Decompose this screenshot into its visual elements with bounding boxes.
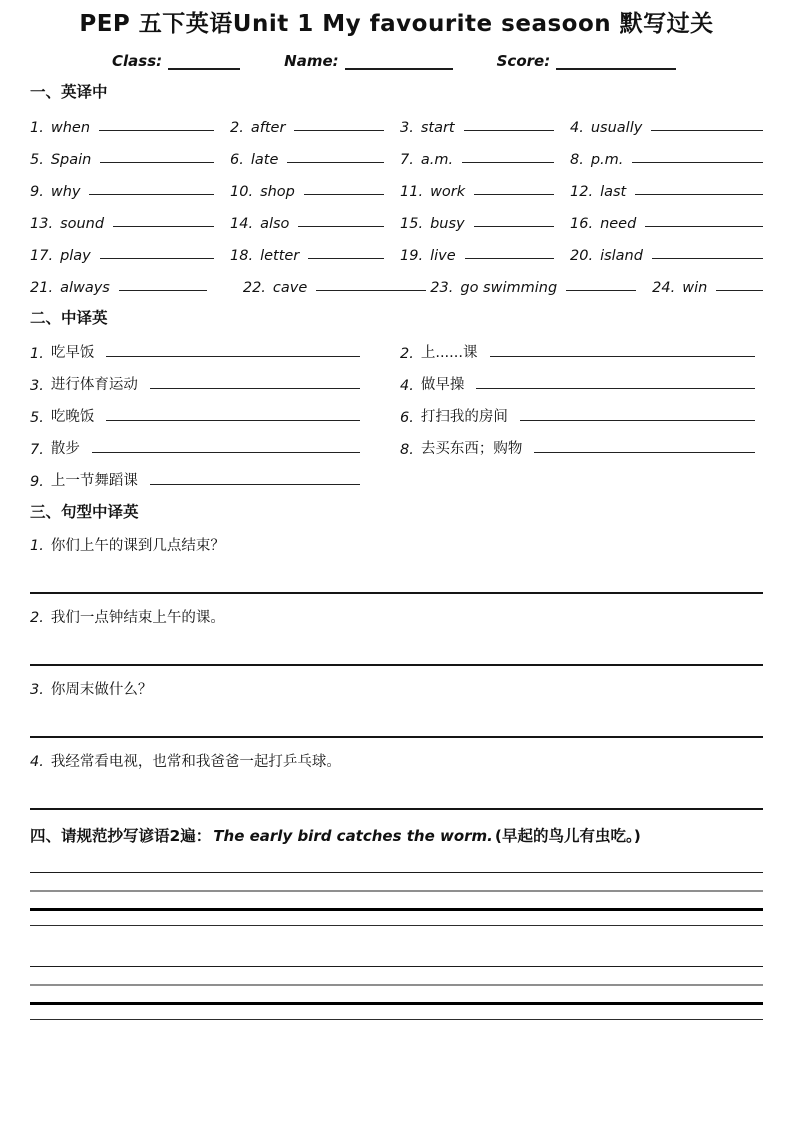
stave-line-upper-mid <box>30 890 763 892</box>
word-label: usually <box>590 119 643 136</box>
word-item <box>570 136 763 168</box>
item-number: 23. <box>430 279 454 296</box>
answer-line <box>30 590 763 594</box>
word-item <box>570 168 763 200</box>
answer-blank <box>645 224 763 227</box>
phrase-item <box>30 362 400 394</box>
word-label: island <box>600 247 643 264</box>
word-label: last <box>600 183 627 200</box>
word-label: cave <box>272 279 308 296</box>
answer-blank <box>308 256 384 259</box>
item-number: 5. <box>30 409 44 426</box>
answer-blank <box>474 192 554 195</box>
item-number: 1. <box>30 119 44 136</box>
answer-blank <box>106 354 360 357</box>
score-field <box>497 52 677 70</box>
item-number: 21. <box>30 279 54 296</box>
page-title: PEP 五下英语Unit 1 My favourite seasoon 默写过关 <box>79 11 714 37</box>
answer-blank <box>287 160 384 163</box>
item-number: 19. <box>400 247 424 264</box>
word-label: sound <box>60 215 105 232</box>
phrase-label: 吃早饭 <box>50 344 95 361</box>
item-number: 13. <box>30 215 54 232</box>
item-number: 10. <box>230 183 254 200</box>
answer-blank <box>651 128 763 131</box>
question-item <box>30 608 763 628</box>
question-text: 你周末做什么？ <box>50 681 153 698</box>
item-number: 22. <box>242 279 266 296</box>
phrase-label: 上一节舞蹈课 <box>50 472 138 489</box>
word-item <box>30 104 230 136</box>
answer-blank <box>652 256 763 259</box>
item-number: 4. <box>570 119 584 136</box>
answer-blank <box>462 160 554 163</box>
phrase-label: 上......课 <box>420 344 478 361</box>
score-blank <box>556 52 676 70</box>
word-item <box>230 136 400 168</box>
word-item <box>400 200 570 232</box>
word-item <box>30 232 230 264</box>
class-label: Class: <box>112 51 163 70</box>
item-number: 2. <box>230 119 244 136</box>
word-label: when <box>50 119 91 136</box>
section1-last-row <box>30 264 763 296</box>
answer-blank <box>635 192 763 195</box>
item-number: 24. <box>652 279 676 296</box>
handwriting-stave <box>30 872 763 926</box>
name-blank <box>345 52 453 70</box>
answer-blank <box>632 160 763 163</box>
phrase-label: 散步 <box>50 440 80 457</box>
word-label: win <box>682 279 708 296</box>
word-label: busy <box>430 215 465 232</box>
question-text: 我经常看电视，也常和我爸爸一起打乒乓球。 <box>50 753 341 770</box>
phrase-label: 去买东西；购物 <box>420 440 523 457</box>
phrase-item <box>400 426 763 458</box>
answer-blank <box>474 224 554 227</box>
phrase-item <box>30 426 400 458</box>
phrase-label: 做早操 <box>420 376 465 393</box>
answer-blank <box>150 386 360 389</box>
answer-line <box>30 662 763 666</box>
answer-blank <box>304 192 384 195</box>
stave-line-top <box>30 872 763 873</box>
score-label: Score: <box>496 51 551 70</box>
answer-blank <box>89 192 214 195</box>
stave-line-baseline <box>30 908 763 911</box>
word-label: a.m. <box>420 151 454 168</box>
word-item <box>30 136 230 168</box>
section3-questions <box>30 536 763 810</box>
name-field <box>284 52 452 70</box>
word-item <box>230 200 400 232</box>
word-label: letter <box>260 247 300 264</box>
item-number: 3. <box>30 377 44 394</box>
item-number: 16. <box>570 215 594 232</box>
word-item <box>30 168 230 200</box>
word-item <box>570 232 763 264</box>
answer-blank <box>476 386 755 389</box>
item-number: 6. <box>400 409 414 426</box>
item-number: 9. <box>30 473 44 490</box>
word-item <box>400 136 570 168</box>
section1-word-grid <box>30 104 763 264</box>
word-label: always <box>60 279 110 296</box>
answer-blank <box>465 256 554 259</box>
answer-blank <box>150 482 360 485</box>
question-text: 你们上午的课到几点结束？ <box>50 537 225 554</box>
answer-blank <box>534 450 755 453</box>
answer-line <box>30 734 763 738</box>
question-item <box>30 752 763 772</box>
word-label: why <box>50 183 81 200</box>
proverb-english: The early bird catches the worm. <box>213 826 493 845</box>
item-number: 9. <box>30 183 44 200</box>
phrase-label: 进行体育运动 <box>50 376 138 393</box>
item-number: 4. <box>30 753 44 770</box>
answer-blank <box>716 288 763 291</box>
item-number: 14. <box>230 215 254 232</box>
question-item <box>30 536 763 556</box>
phrase-item <box>30 330 400 362</box>
item-number: 6. <box>230 151 244 168</box>
section3-heading: 三、句型中译英 <box>30 502 139 521</box>
phrase-item <box>400 362 763 394</box>
answer-blank <box>294 128 384 131</box>
stave-line-baseline <box>30 1002 763 1005</box>
item-number: 17. <box>30 247 54 264</box>
word-label: live <box>430 247 456 264</box>
item-number: 11. <box>400 183 424 200</box>
word-label: p.m. <box>590 151 624 168</box>
answer-blank <box>464 128 554 131</box>
item-number: 1. <box>30 345 44 362</box>
word-item <box>230 168 400 200</box>
section4-heading <box>30 824 763 848</box>
item-number: 2. <box>400 345 414 362</box>
word-label: shop <box>260 183 295 200</box>
name-label: Name: <box>284 51 339 70</box>
phrase-item <box>30 458 400 490</box>
item-number: 15. <box>400 215 424 232</box>
phrase-item <box>400 330 763 362</box>
item-number: 7. <box>30 441 44 458</box>
phrase-label: 吃晚饭 <box>50 408 95 425</box>
word-label: play <box>60 247 91 264</box>
word-label: go swimming <box>460 279 558 296</box>
item-number: 3. <box>400 119 414 136</box>
word-item <box>30 200 230 232</box>
phrase-item <box>400 394 763 426</box>
word-item <box>570 104 763 136</box>
answer-line <box>30 806 763 810</box>
stave-line-top <box>30 966 763 967</box>
item-number: 18. <box>230 247 254 264</box>
section2-heading: 二、中译英 <box>30 308 108 327</box>
answer-blank <box>490 354 756 357</box>
answer-blank <box>92 450 360 453</box>
answer-blank <box>520 418 755 421</box>
word-label: Spain <box>50 151 92 168</box>
answer-blank <box>298 224 384 227</box>
item-number: 8. <box>570 151 584 168</box>
answer-blank <box>99 128 214 131</box>
phrase-label: 打扫我的房间 <box>420 408 508 425</box>
stave-line-upper-mid <box>30 984 763 986</box>
word-label: also <box>260 215 290 232</box>
word-label: start <box>420 119 455 136</box>
word-item <box>570 200 763 232</box>
word-item <box>230 232 400 264</box>
item-number: 8. <box>400 441 414 458</box>
section2-phrase-grid <box>30 330 763 490</box>
answer-blank <box>119 288 207 291</box>
item-number: 3. <box>30 681 44 698</box>
word-item <box>230 104 400 136</box>
class-field <box>112 52 240 70</box>
section4-instruction: 四、请规范抄写谚语2遍： <box>30 826 212 845</box>
word-item <box>400 168 570 200</box>
answer-blank <box>113 224 214 227</box>
answer-blank <box>566 288 636 291</box>
word-label: work <box>430 183 466 200</box>
word-label: late <box>250 151 279 168</box>
answer-blank <box>316 288 426 291</box>
word-item <box>400 232 570 264</box>
question-item <box>30 680 763 700</box>
word-label: after <box>250 119 286 136</box>
answer-blank <box>106 418 360 421</box>
class-blank <box>168 52 240 70</box>
word-item <box>400 104 570 136</box>
stave-line-bottom <box>30 925 763 926</box>
answer-blank <box>100 256 214 259</box>
proverb-chinese: (早起的鸟儿有虫吃。) <box>494 826 641 845</box>
item-number: 1. <box>30 537 44 554</box>
question-text: 我们一点钟结束上午的课。 <box>50 609 225 626</box>
item-number: 5. <box>30 151 44 168</box>
word-label: need <box>600 215 637 232</box>
handwriting-stave <box>30 966 763 1020</box>
answer-blank <box>100 160 214 163</box>
stave-line-bottom <box>30 1019 763 1020</box>
item-number: 20. <box>570 247 594 264</box>
phrase-item <box>30 394 400 426</box>
section1-heading: 一、英译中 <box>30 82 108 101</box>
item-number: 2. <box>30 609 44 626</box>
item-number: 4. <box>400 377 414 394</box>
header-fields <box>112 52 763 70</box>
item-number: 12. <box>570 183 594 200</box>
item-number: 7. <box>400 151 414 168</box>
